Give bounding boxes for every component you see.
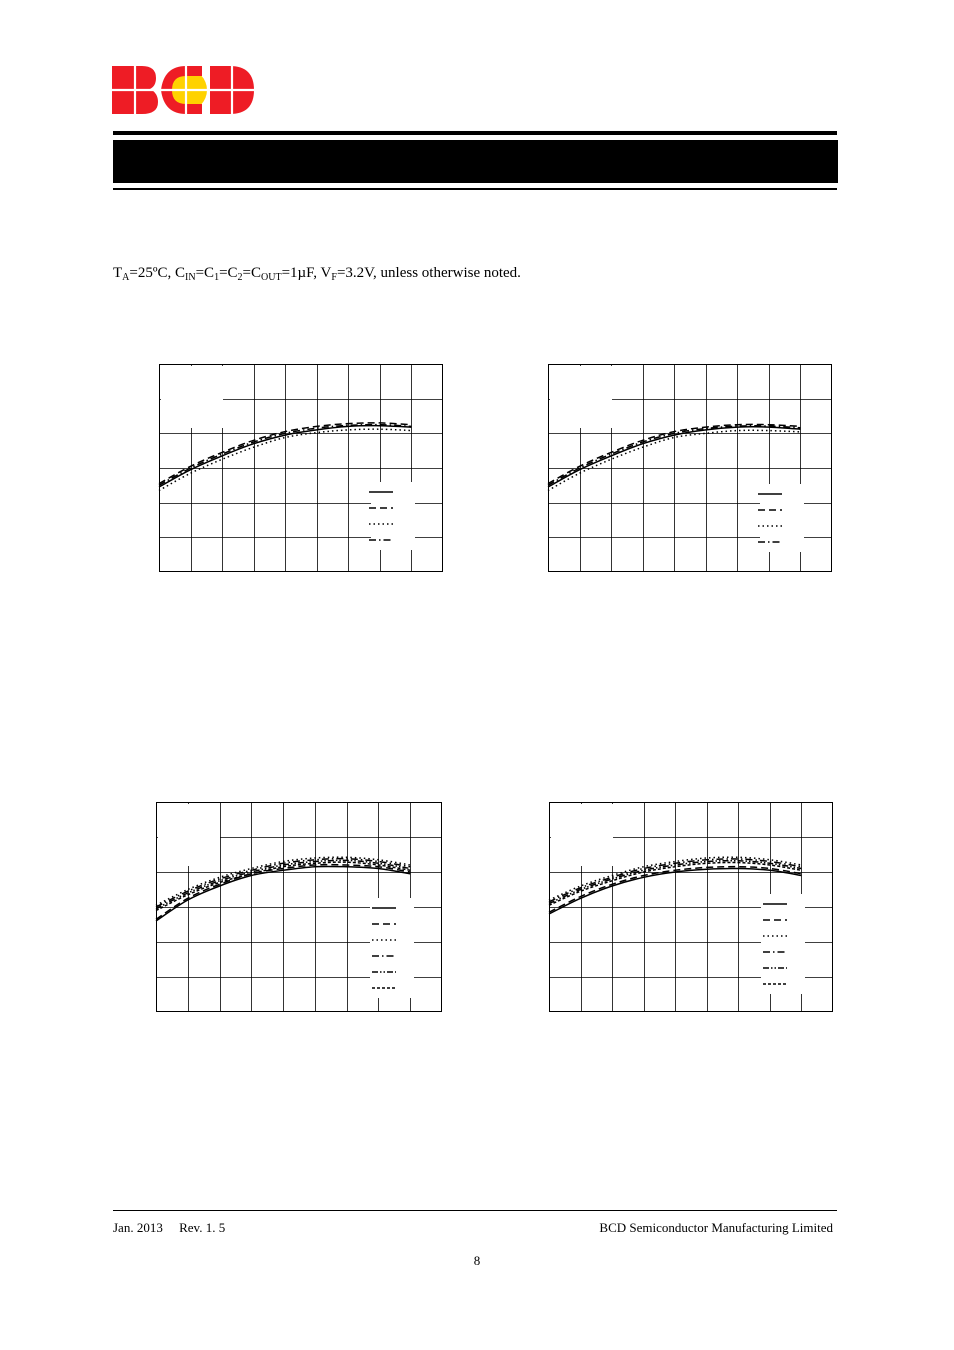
test-conditions: $T_A=25ºC$, $C_{IN}=C_1=C_2=C_{OUT}=1\mu F$, $V_F=3.2V$, unless otherwise noted. [113,265,521,283]
chart-top-right [548,364,832,572]
footer-date-revision [113,1220,225,1236]
header-top-rule [113,131,837,135]
bcd-logo [112,64,256,116]
chart-label-area [161,366,223,428]
legend-area [761,894,805,994]
chart-label-area [158,804,220,866]
legend-area [370,898,414,998]
page-number: 8 [473,1253,481,1268]
header-black-bar [113,140,838,183]
chart-label-area [551,804,613,866]
chart-bottom-left [156,802,442,1012]
chart-top-left [159,364,443,572]
footer-rule [113,1210,837,1211]
chart-label-area [550,366,612,428]
footer-date: Jan. 2013 [113,1220,163,1235]
footer-revision: Rev. 1. 5 [179,1220,226,1235]
header-bottom-rule [113,188,837,190]
chart-bottom-right [549,802,833,1012]
footer-company: BCD Semiconductor Manufacturing Limited [599,1220,833,1235]
